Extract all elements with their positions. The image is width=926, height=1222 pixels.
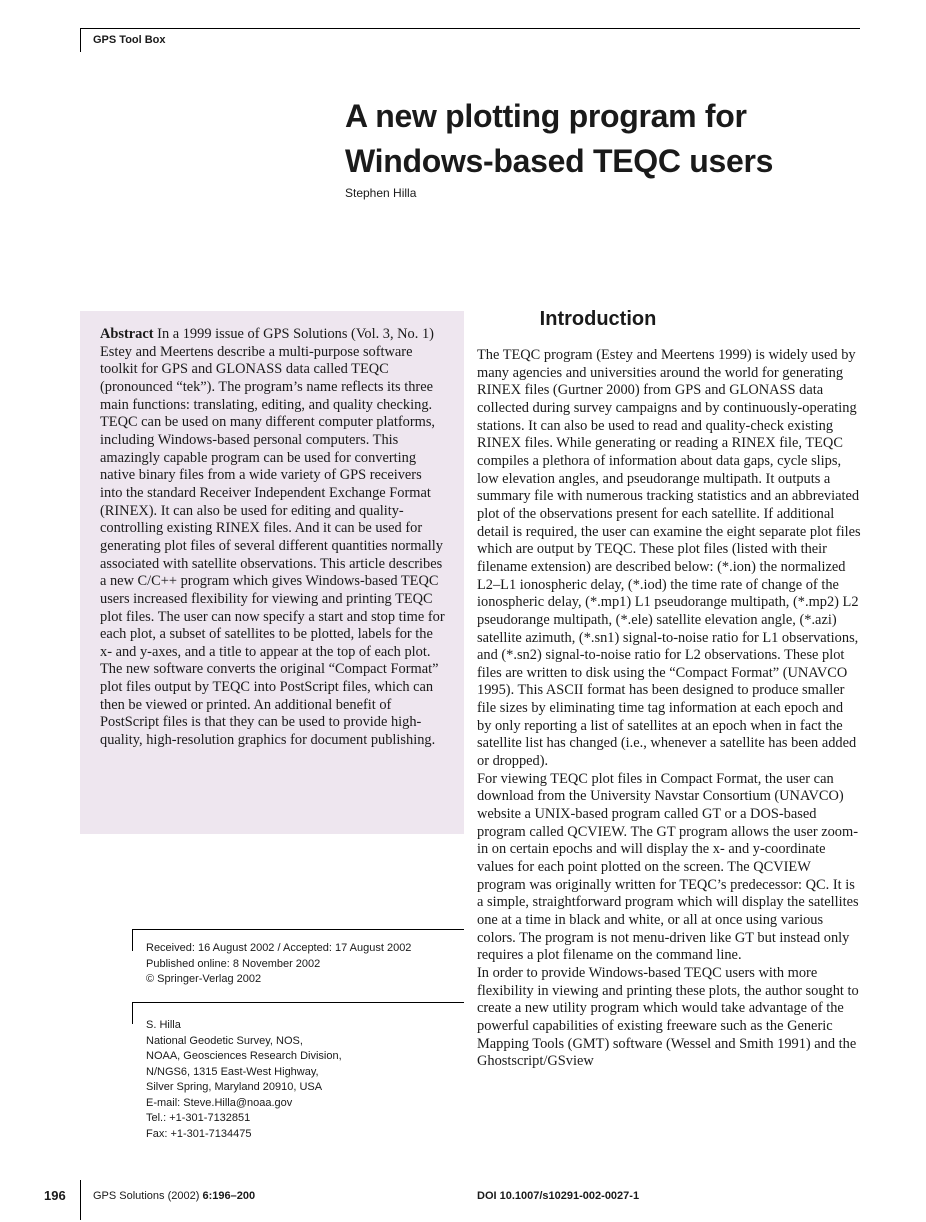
- copyright-line: © Springer-Verlag 2002: [146, 973, 262, 985]
- address-line: S. Hilla: [146, 1019, 181, 1031]
- author-name: Stephen Hilla: [345, 186, 417, 200]
- title-line-1: A new plotting program for: [345, 98, 747, 134]
- address-line: NOAA, Geosciences Research Division,: [146, 1050, 342, 1062]
- journal-volume: 6:196–200: [202, 1190, 256, 1202]
- title-line-2: Windows-based TEQC users: [345, 143, 774, 179]
- received-rule-vertical: [132, 929, 133, 951]
- received-dates: [146, 941, 466, 988]
- received-line: Received: 16 August 2002 / Accepted: 17 August 2002: [146, 942, 412, 954]
- page-number: 196: [44, 1188, 66, 1203]
- running-head: GPS Tool Box: [93, 34, 166, 46]
- published-line: Published online: 8 November 2002: [146, 957, 321, 970]
- address-rule-horizontal: [132, 1002, 464, 1003]
- abstract-box: [80, 311, 464, 834]
- address-line: Silver Spring, Maryland 20910, USA: [146, 1081, 323, 1093]
- footer-rule-vertical: [80, 1180, 81, 1220]
- journal-citation: [93, 1190, 255, 1202]
- section-heading-introduction: Introduction: [539, 308, 657, 330]
- header-rule-horizontal: [80, 28, 860, 29]
- paragraph: The TEQC program (Estey and Meertens 1999) is widely used by many agencies and universities around the world for generating RINEX files (Gurtner 2000) from GPS and GLONASS data collected during survey campaigns and by continuously-operating stations. It can also be used to read and quality-check existing RINEX files. While generating or reading a RINEX file, TEQC compiles a plethora of information about data gaps, cycle slips, low elevation angles, and pseudorange multipath. It outputs a summary file with numerous tracking statistics and an abbreviated plot of the observations present for each satellite. If additional detail is required, the user can examine the eight separate plot files which are output by TEQC. These plot files (listed with their filename extension) are described below: (*.ion) the normalized L2–L1 ionospheric delay, (*.iod) the time rate of change of the ionospheric delay, (*.mp1) L1 pseudorange multipath, (*.mp2) L2 pseudorange multipath, (*.ele) satellite elevation angle, (*.azi) satellite azimuth, (*.sn1) signal-to-noise ratio for L1 observations, and (*.sn2) signal-to-noise ratio for L2 observations. These plot files are written to disk using the “Compact Format” (UNAVCO 1995). This ASCII format has been designed to produce smaller file sizes by eliminating time tag information at each epoch and by only reporting a list of satellites at an epoch when in fact the satellite list has changed (i.e., whenever a satellite has been added or dropped).: [477, 347, 861, 770]
- introduction-body: [477, 347, 861, 1071]
- abstract-body: In a 1999 issue of GPS Solutions (Vol. 3, No. 1) Estey and Meertens describe a multi-purpose software toolkit for GPS and GLONASS data called TEQC (pronounced “tek”). The program’s name reflects its three main functions: translating, editing, and quality checking. TEQC can be used on many different computer platforms, including Windows-based personal computers. This amazingly capable program can be used for converting native binary files from a wide variety of GPS receivers into the standard Receiver Independent Exchange Format (RINEX). It can also be used for editing and quality-controlling existing RINEX files. And it can be used for generating plot files of several different quantities normally associated with satellite observations. This article describes a new C/C++ program which gives Windows-based TEQC users increased flexibility for viewing and printing TEQC plot files. The user can now specify a start and stop time for each plot, a subset of satellites to be plotted, labels for the x- and y-axes, and a title to appear at the top of each plot. The new software converts the original “Compact Format” plot files output by TEQC into PostScript files, which can then be viewed or printed. An additional benefit of PostScript files is that they can be used to provide high-quality, high-resolution graphics for document publishing.: [100, 326, 445, 749]
- paragraph: In order to provide Windows-based TEQC users with more flexibility in viewing and printing these plots, the author sought to create a new utility program which would take advantage of the powerful capabilities of existing freeware such as the Generic Mapping Tools (GMT) software (Wessel and Smith 1991) and the Ghostscript/GSview: [477, 964, 859, 1070]
- author-address: [146, 1018, 466, 1142]
- author-email[interactable]: E-mail: Steve.Hilla@noaa.gov: [146, 1096, 293, 1109]
- paragraph: For viewing TEQC plot files in Compact Format, the user can download from the University Navstar Consortium (UNAVCO) website a UNIX-based program called GT or a DOS-based program called QCVIEW. The GT program allows the user zoom-in on certain epochs and will display the x- and y-coordinate values for each point plotted on the screen. The QCVIEW program was originally written for TEQC’s predecessor: QC. It is a simple, straightforward program which will display the satellites one at a time in black and white, or all at once using various colors. The program is not menu-driven like GT but instead only requires a plot filename on the command line.: [477, 770, 859, 964]
- address-rule-vertical: [132, 1002, 133, 1024]
- address-line: National Geodetic Survey, NOS,: [146, 1034, 303, 1047]
- abstract-label: Abstract: [100, 326, 154, 342]
- doi[interactable]: DOI 10.1007/s10291-002-0027-1: [477, 1190, 640, 1202]
- abstract-text: [100, 326, 445, 750]
- author-fax: Fax: +1-301-7134475: [146, 1127, 252, 1140]
- header-rule-vertical: [80, 28, 81, 52]
- received-rule-horizontal: [132, 929, 464, 930]
- address-line: N/NGS6, 1315 East-West Highway,: [146, 1065, 319, 1078]
- journal-name: GPS Solutions (2002): [93, 1190, 200, 1202]
- author-phone: Tel.: +1-301-7132851: [146, 1112, 251, 1124]
- article-title: [345, 94, 865, 184]
